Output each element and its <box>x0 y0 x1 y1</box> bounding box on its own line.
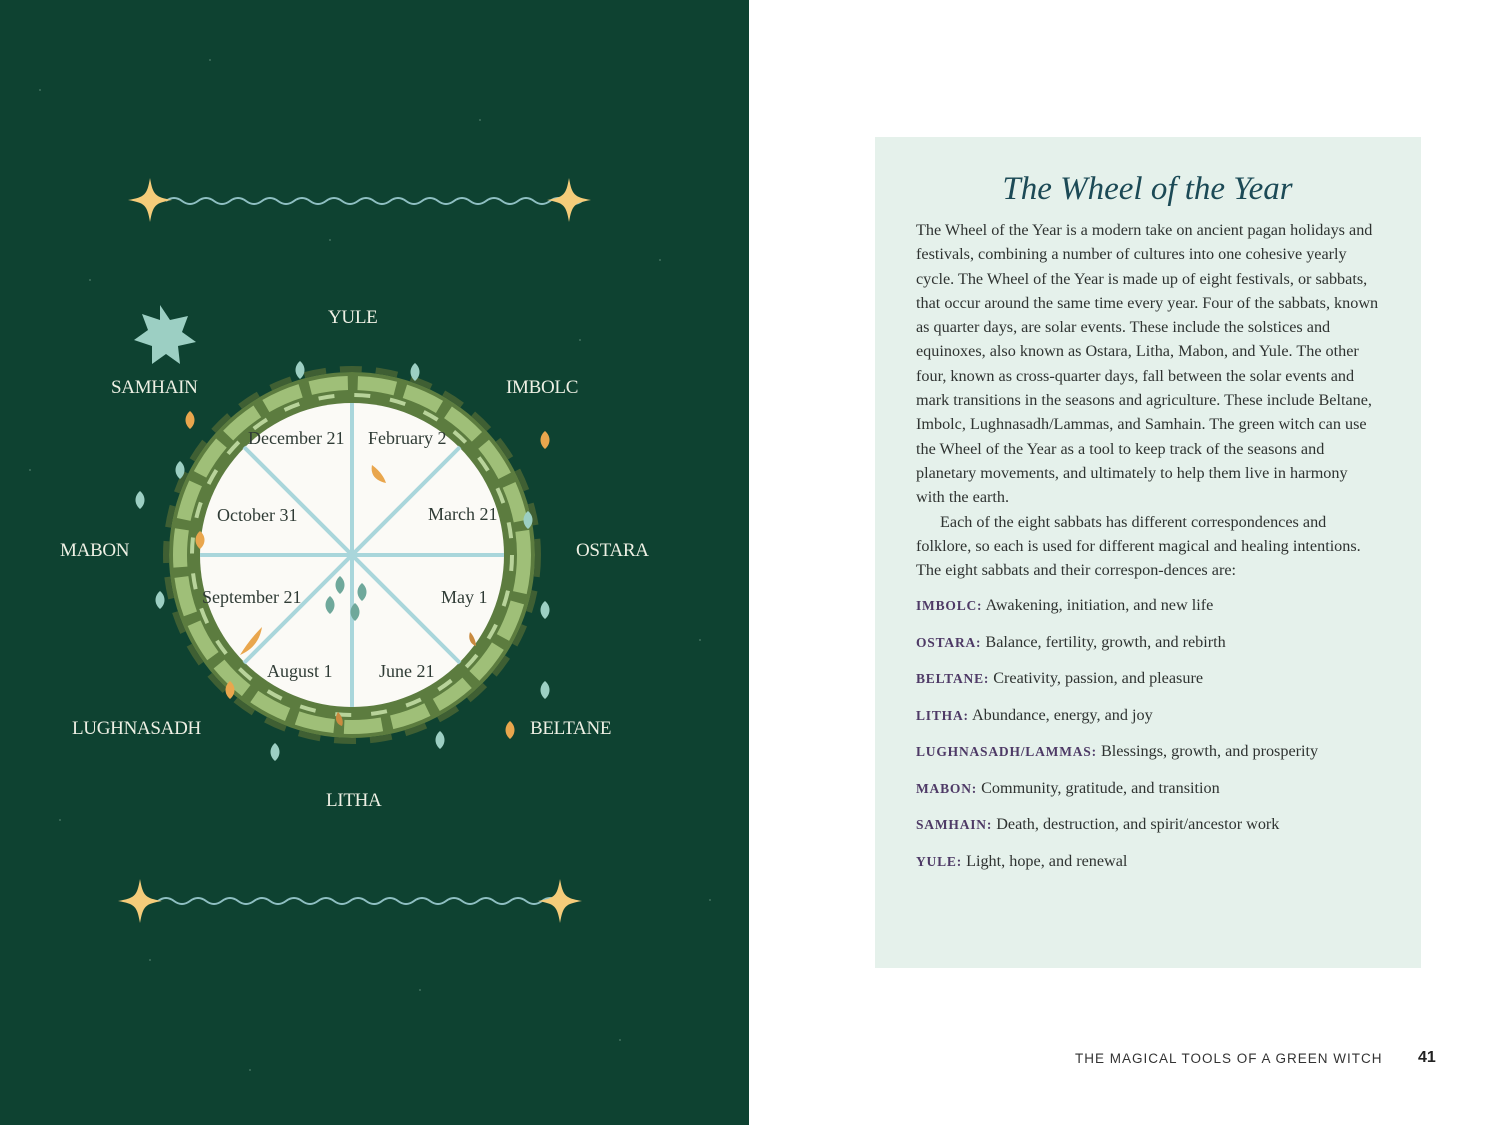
sabbat-label-imbolc: IMBOLC <box>506 377 579 398</box>
date-label-october: October 31 <box>217 505 298 525</box>
date-label-may: May 1 <box>441 587 488 607</box>
sabbat-meaning: Blessings, growth, and prosperity <box>1100 742 1319 761</box>
illustration-page <box>0 0 749 1125</box>
bottom-divider <box>118 879 582 923</box>
correspondence-item <box>916 849 1379 886</box>
sabbat-label-yule: YULE <box>328 307 378 328</box>
date-label-december: December 21 <box>248 428 345 448</box>
sparkle-icon <box>118 879 162 923</box>
sabbat-label-mabon: MABON <box>60 540 130 561</box>
correspondence-item <box>916 776 1379 813</box>
maple-leaf-icon <box>134 305 196 364</box>
text-page <box>749 0 1500 1125</box>
sabbat-label-lughnasadh: LUGHNASADH <box>72 718 201 739</box>
correspondences-intro-paragraph: Each of the eight sabbats has different correspondences and folklore, so each is used for different magical and healing intentions. The eight sabbats and their correspon-dences are: <box>916 512 1361 580</box>
correspondence-item <box>916 739 1379 776</box>
intro-paragraph: The Wheel of the Year is a modern take on ancient pagan holidays and festivals, combining a number of cultures into one cohesive yearly cycle. The Wheel of the Year is made up of eight festivals, or sabbats, that occur around the same time every year. Four of the sabbats, known as quarter days, are solar events. These include the solstices and equinoxes, also known as Ostara, Litha, Mabon, and Yule. The other four, known as cross-quarter days, fall between the solar events and mark transitions in the seasons and agriculture. These include Beltane, Imbolc, Lughnasadh/Lammas, and Samhain. The green witch can use the Wheel of the Year as a tool to keep track of the seasons and planetary movements, and ultimately to help them live in harmony with the earth. <box>916 221 1379 507</box>
date-label-march: March 21 <box>428 504 498 524</box>
sabbat-meaning: Abundance, energy, and joy <box>971 705 1153 724</box>
top-divider <box>128 178 591 222</box>
sparkle-icon <box>547 178 591 222</box>
sabbat-name: SAMHAIN: <box>916 817 993 833</box>
correspondence-item <box>916 666 1379 703</box>
correspondence-item <box>916 703 1379 740</box>
correspondence-item <box>916 593 1379 630</box>
sabbat-name: OSTARA: <box>916 634 982 650</box>
sabbat-meaning: Balance, fertility, growth, and rebirth <box>985 632 1226 651</box>
sabbat-name: IMBOLC: <box>916 598 983 614</box>
sabbat-label-ostara: OSTARA <box>576 540 649 561</box>
sabbat-meaning: Light, hope, and renewal <box>966 851 1128 870</box>
sabbat-name: MABON: <box>916 780 978 796</box>
date-label-august: August 1 <box>267 661 333 681</box>
correspondence-item <box>916 812 1379 849</box>
wheel-of-the-year-sidebar <box>875 137 1421 968</box>
sidebar-title: The Wheel of the Year <box>1002 171 1293 207</box>
sabbat-label-beltane: BELTANE <box>530 718 612 739</box>
page-number: 41 <box>1418 1049 1436 1066</box>
sabbat-label-litha: LITHA <box>326 790 382 811</box>
sabbat-name: BELTANE: <box>916 671 990 687</box>
sabbat-meaning: Community, gratitude, and transition <box>981 778 1220 797</box>
correspondence-list <box>916 593 1379 885</box>
wheel-spokes <box>200 403 504 707</box>
wheel-illustration <box>0 0 749 1125</box>
date-label-september: September 21 <box>202 587 302 607</box>
running-head: THE MAGICAL TOOLS OF A GREEN WITCH <box>1075 1051 1383 1066</box>
sabbat-name: LITHA: <box>916 707 969 723</box>
sparkle-icon <box>538 879 582 923</box>
wheel-of-the-year <box>134 305 550 761</box>
date-label-february: February 2 <box>368 428 447 448</box>
sparkle-icon <box>128 178 172 222</box>
sabbat-meaning: Creativity, passion, and pleasure <box>993 669 1204 688</box>
sabbat-label-samhain: SAMHAIN <box>111 377 198 398</box>
sabbat-meaning: Awakening, initiation, and new life <box>985 596 1214 615</box>
sabbat-name: YULE: <box>916 853 963 869</box>
sabbat-name: LUGHNASADH/LAMMAS: <box>916 744 1097 760</box>
date-label-june: June 21 <box>379 661 435 681</box>
correspondence-item <box>916 630 1379 667</box>
sabbat-meaning: Death, destruction, and spirit/ancestor work <box>996 815 1280 834</box>
